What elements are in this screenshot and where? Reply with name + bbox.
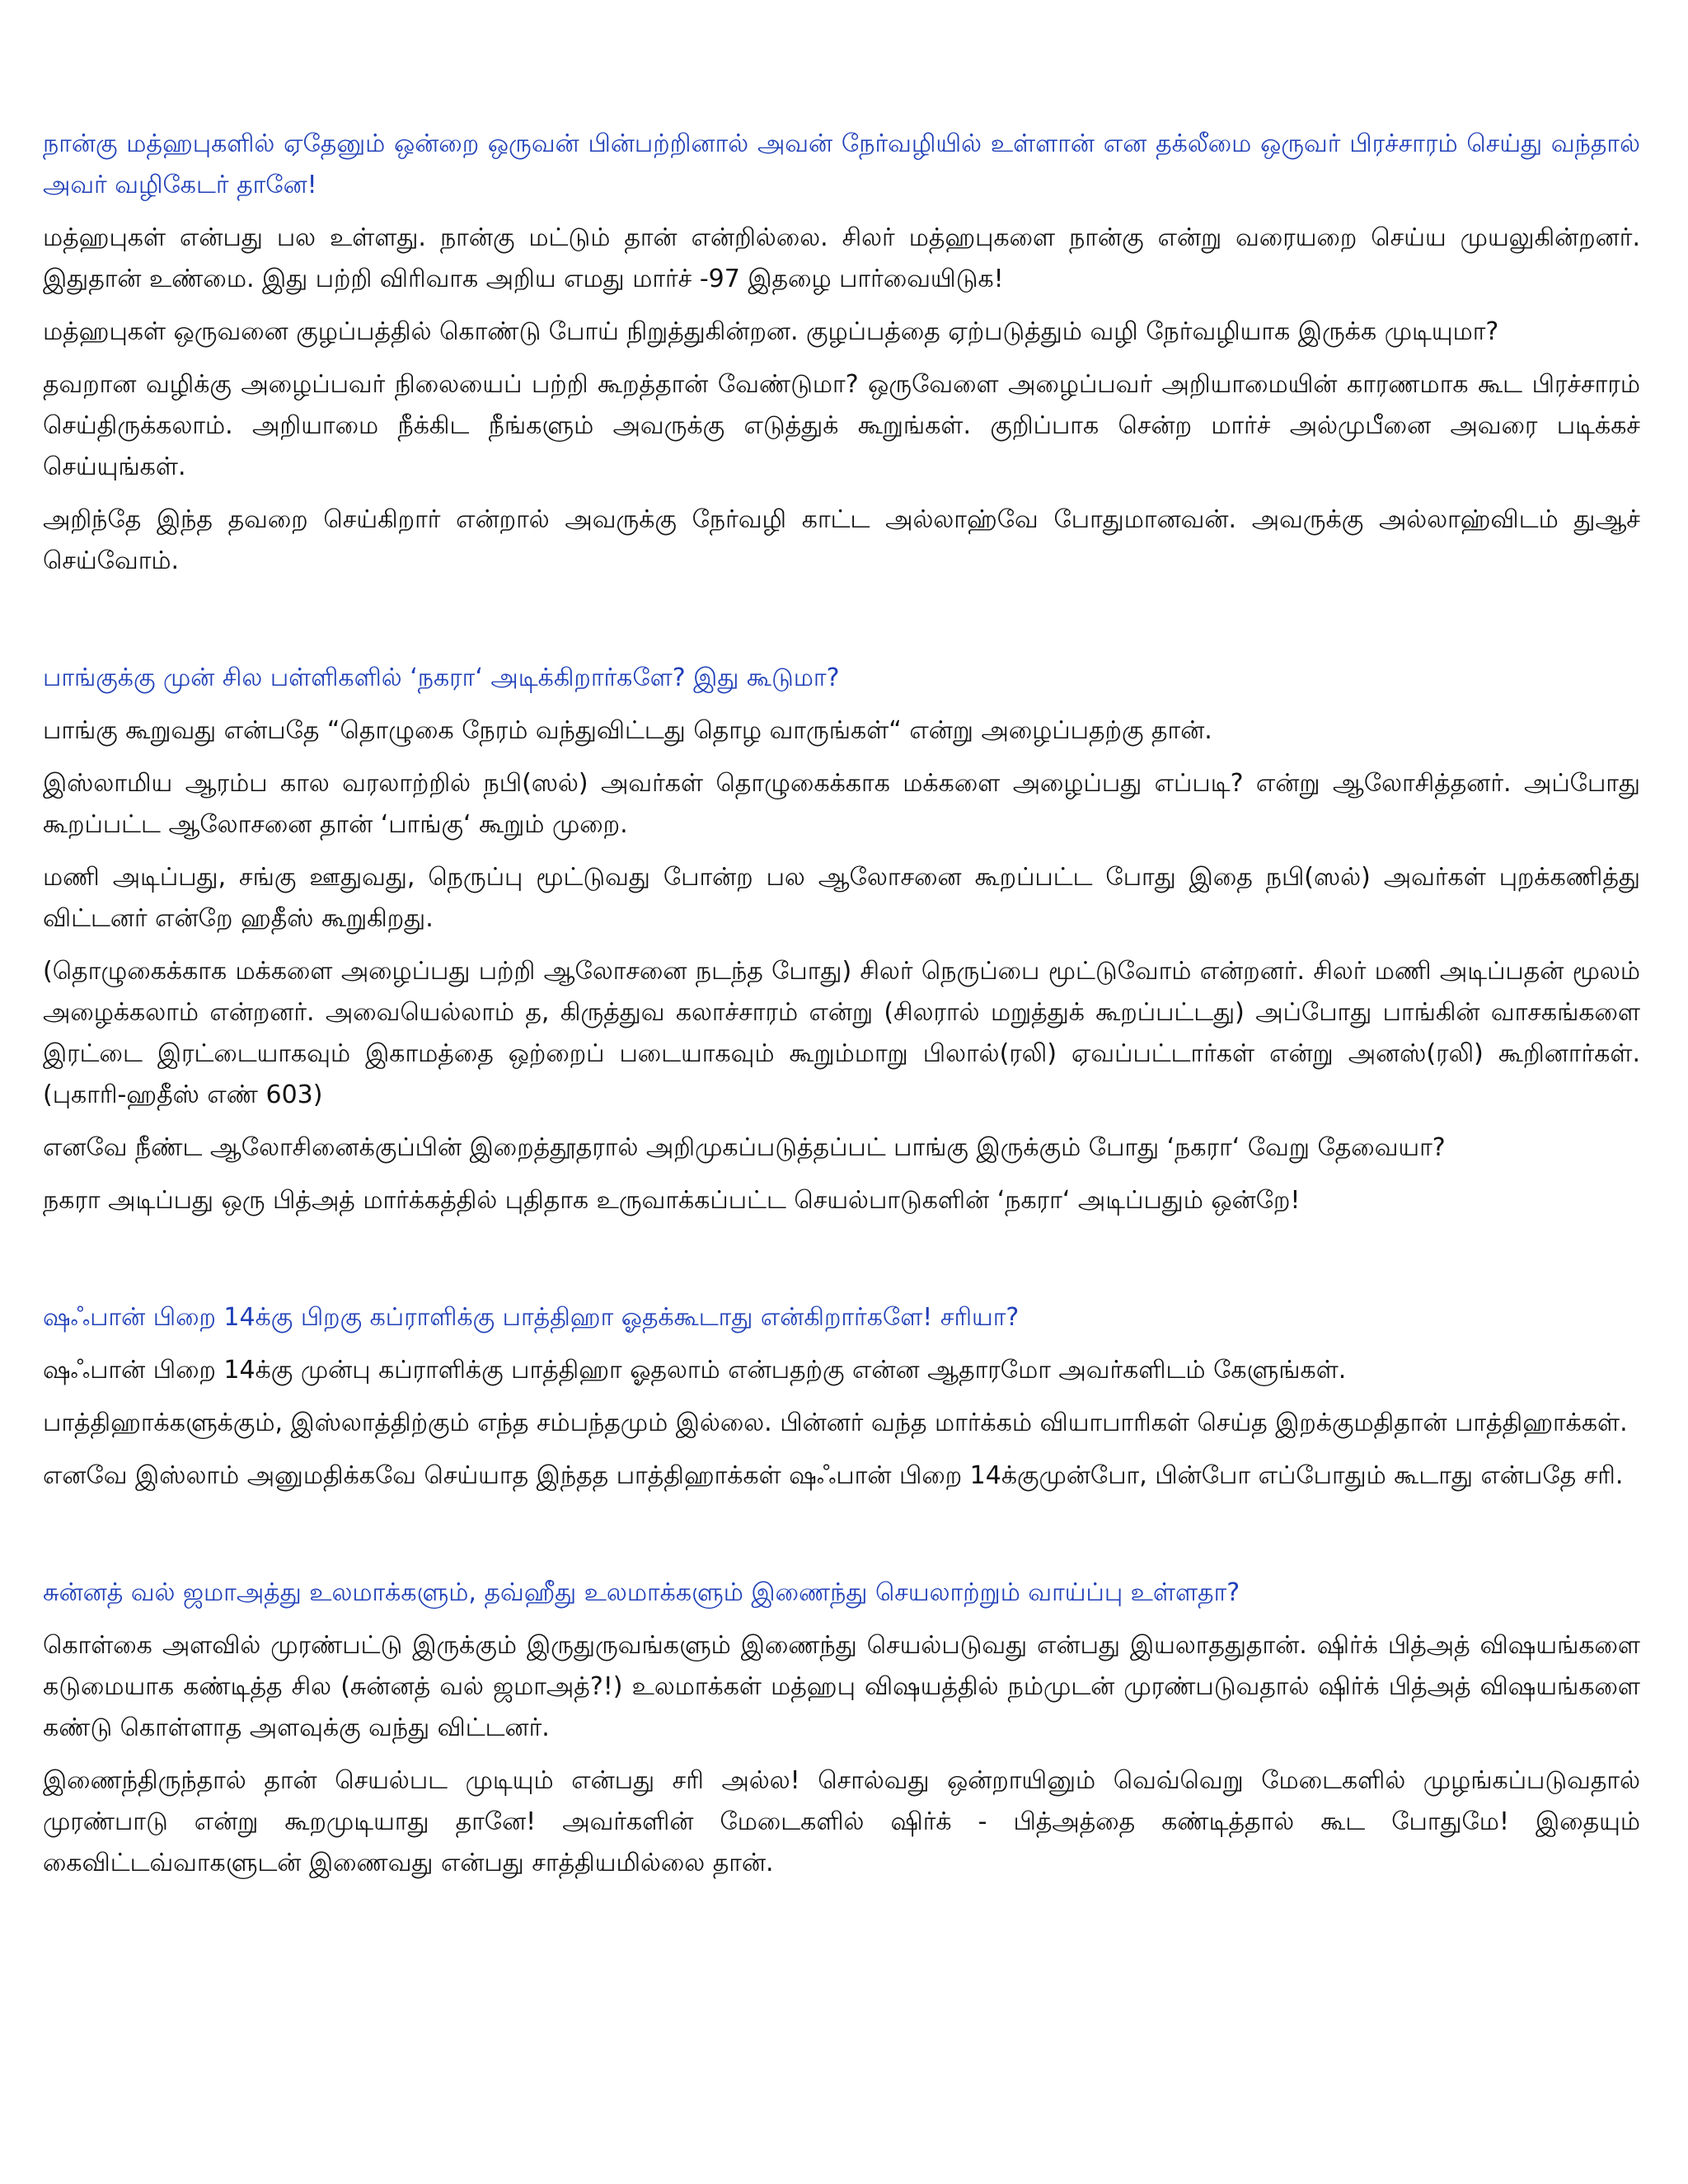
answer-paragraph: கொள்கை அளவில் முரண்பட்டு இருக்கும் இருதுருவங்களும் இணைந்து செயல்படுவது என்பது இயலாததுதான். ஷிர்க் பித்அத் விஷயங்களை கடுமையாக கண்டித்த சில (சுன்னத் வல் ஜமாஅத்?!) உலமாக்கள் மத்ஹபு விஷயத்தில் நம்முடன் முரண்படுவதால் ஷிர்க் பித்அத் விஷயங்களை கண்டு கொள்ளாத அளவுக்கு வந்து விட்டனர்.: [43, 1631, 1640, 1742]
answer-paragraph: எனவே இஸ்லாம் அனுமதிக்கவே செய்யாத இந்தத பாத்திஹாக்கள் ஷஃபான் பிறை 14க்குமுன்போ, பின்போ எப்போதும் கூடாது என்பதே சரி.: [43, 1461, 1624, 1490]
question-heading: சுன்னத் வல் ஜமாஅத்து உலமாக்களும், தவ்ஹீது உலமாக்களும் இணைந்து செயலாற்றும் வாய்ப்பு உள்ளதா?: [43, 1578, 1240, 1607]
answer-paragraph: (தொழுகைக்காக மக்களை அழைப்பது பற்றி ஆலோசனை நடந்த போது) சிலர் நெருப்பை மூட்டுவோம் என்றனர். சிலர் மணி அடிப்பதன் மூலம் அழைக்கலாம் என்றனர். அவையெல்லாம் த, கிருத்துவ கலாச்சாரம் என்று (சிலரால் மறுத்துக் கூறப்பட்டது) அப்போது பாங்கின் வாசகங்களை இரட்டை இரட்டையாகவும் இகாமத்தை ஒற்றைப் படையாகவும் கூறும்மாறு பிலால்(ரலி) ஏவப்பட்டார்கள் என்று அனஸ்(ரலி) கூறினார்கள். (புகாரி-ஹதீஸ் எண் 603): [43, 957, 1640, 1109]
document-page: [43, 124, 1640, 1960]
question-heading: பாங்குக்கு முன் சில பள்ளிகளில் ‘நகரா‘ அடிக்கிறார்களே? இது கூடுமா?: [43, 663, 840, 692]
qa-section-1: [43, 124, 1640, 582]
answer-paragraph: இஸ்லாமிய ஆரம்ப கால வரலாற்றில் நபி(ஸல்) அவர்கள் தொழுகைக்காக மக்களை அழைப்பது எப்படி? என்று ஆலோசித்தனர். அப்போது கூறப்பட்ட ஆலோசனை தான் ‘பாங்கு‘ கூறும் முறை.: [43, 769, 1640, 839]
qa-section-4: [43, 1572, 1640, 1884]
answer-paragraph: அறிந்தே இந்த தவறை செய்கிறார் என்றால் அவருக்கு நேர்வழி காட்ட அல்லாஹ்வே போதுமானவன். அவருக்கு அல்லாஹ்விடம் துஆச் செய்வோம்.: [43, 505, 1640, 575]
answer-paragraph: எனவே நீண்ட ஆலோசினைக்குப்பின் இறைத்தூதரால் அறிமுகப்படுத்தப்பட் பாங்கு இருக்கும் போது ‘நகரா‘ வேறு தேவையா?: [43, 1133, 1446, 1162]
answer-paragraph: தவறான வழிக்கு அழைப்பவர் நிலையைப் பற்றி கூறத்தான் வேண்டுமா? ஒருவேளை அழைப்பவர் அறியாமையின் காரணமாக கூட பிரச்சாரம் செய்திருக்கலாம். அறியாமை நீக்கிட நீங்களும் அவருக்கு எடுத்துக் கூறுங்கள். குறிப்பாக சென்ற மார்ச் அல்முபீனை அவரை படிக்கச் செய்யுங்கள்.: [43, 370, 1640, 481]
answer-paragraph: மத்ஹபுகள் என்பது பல உள்ளது. நான்கு மட்டும் தான் என்றில்லை. சிலர் மத்ஹபுகளை நான்கு என்று வரையறை செய்ய முயலுகின்றனர். இதுதான் உண்மை. இது பற்றி விரிவாக அறிய எமது மார்ச் -97 இதழை பார்வையிடுக!: [43, 223, 1640, 293]
qa-section-2: [43, 658, 1640, 1221]
answer-paragraph: பாங்கு கூறுவது என்பதே “தொழுகை நேரம் வந்துவிட்டது தொழ வாருங்கள்“ என்று அழைப்பதற்கு தான்.: [43, 716, 1212, 745]
qa-section-3: [43, 1297, 1640, 1497]
answer-paragraph: மத்ஹபுகள் ஒருவனை குழப்பத்தில் கொண்டு போய் நிறுத்துகின்றன. குழப்பத்தை ஏற்படுத்தும் வழி நேர்வழியாக இருக்க முடியுமா?: [43, 317, 1499, 346]
answer-paragraph: மணி அடிப்பது, சங்கு ஊதுவது, நெருப்பு மூட்டுவது போன்ற பல ஆலோசனை கூறப்பட்ட போது இதை நபி(ஸல்) அவர்கள் புறக்கணித்து விட்டனர் என்றே ஹதீஸ் கூறுகிறது.: [43, 863, 1640, 933]
answer-paragraph: நகரா அடிப்பது ஒரு பித்அத் மார்க்கத்தில் புதிதாக உருவாக்கப்பட்ட செயல்பாடுகளின் ‘நகரா‘ அடிப்பதும் ஒன்றே!: [43, 1186, 1301, 1215]
answer-paragraph: பாத்திஹாக்களுக்கும், இஸ்லாத்திற்கும் எந்த சம்பந்தமும் இல்லை. பின்னர் வந்த மார்க்கம் வியாபாரிகள் செய்த இறக்குமதிதான் பாத்திஹாக்கள்.: [43, 1408, 1628, 1437]
question-heading: நான்கு மத்ஹபுகளில் ஏதேனும் ஒன்றை ஒருவன் பின்பற்றினால் அவன் நேர்வழியில் உள்ளான் என தக்லீமை ஒருவர் பிரச்சாரம் செய்து வந்தால் அவர் வழிகேடர் தானே!: [43, 129, 1640, 199]
question-heading: ஷஃபான் பிறை 14க்கு பிறகு கப்ராளிக்கு பாத்திஹா ஓதக்கூடாது என்கிறார்களே! சரியா?: [43, 1303, 1020, 1332]
answer-paragraph: இணைந்திருந்தால் தான் செயல்பட முடியும் என்பது சரி அல்ல! சொல்வது ஒன்றாயினும் வெவ்வெறு மேடைகளில் முழங்கப்படுவதால் முரண்பாடு என்று கூறமுடியாது தானே! அவர்களின் மேடைகளில் ஷிர்க் - பித்அத்தை கண்டித்தால் கூட போதுமே! இதையும் கைவிட்டவ்வாகளுடன் இணைவது என்பது சாத்தியமில்லை தான்.: [43, 1766, 1640, 1877]
answer-paragraph: ஷஃபான் பிறை 14க்கு முன்பு கப்ராளிக்கு பாத்திஹா ஓதலாம் என்பதற்கு என்ன ஆதாரமோ அவர்களிடம் கேளுங்கள்.: [43, 1356, 1347, 1385]
